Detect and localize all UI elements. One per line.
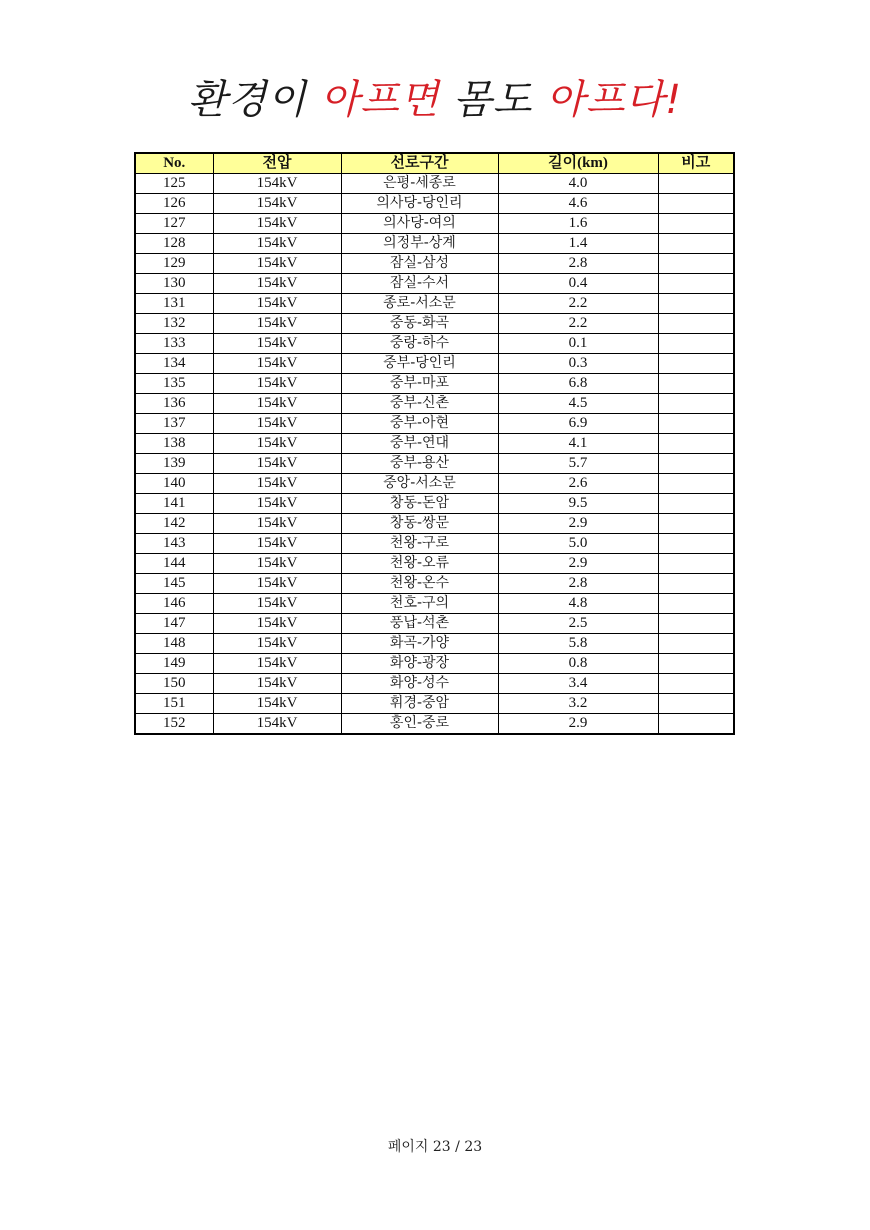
cell-no: 152 xyxy=(135,714,213,735)
cell-remarks xyxy=(658,314,734,334)
cell-length: 9.5 xyxy=(498,494,658,514)
cell-route: 잠실-삼성 xyxy=(341,254,498,274)
cell-route: 종로-서소문 xyxy=(341,294,498,314)
slogan-part-1: 환경이 xyxy=(187,77,321,123)
cell-voltage: 154kV xyxy=(213,674,341,694)
cell-remarks xyxy=(658,374,734,394)
cell-voltage: 154kV xyxy=(213,294,341,314)
cell-remarks xyxy=(658,414,734,434)
table-row xyxy=(135,174,734,194)
cell-voltage: 154kV xyxy=(213,574,341,594)
cell-voltage: 154kV xyxy=(213,234,341,254)
cell-length: 5.0 xyxy=(498,534,658,554)
table-header xyxy=(135,153,734,174)
cell-length: 4.5 xyxy=(498,394,658,414)
cell-length: 2.5 xyxy=(498,614,658,634)
table-row xyxy=(135,374,734,394)
table-row xyxy=(135,394,734,414)
cell-route: 은평-세종로 xyxy=(341,174,498,194)
cell-remarks xyxy=(658,634,734,654)
cell-route: 중부-당인리 xyxy=(341,354,498,374)
cell-length: 4.8 xyxy=(498,594,658,614)
cell-remarks xyxy=(658,454,734,474)
cell-route: 화곡-가양 xyxy=(341,634,498,654)
cell-no: 140 xyxy=(135,474,213,494)
cell-length: 0.3 xyxy=(498,354,658,374)
table-row xyxy=(135,634,734,654)
table-row xyxy=(135,194,734,214)
header-route: 선로구간 xyxy=(341,153,498,174)
cell-route: 잠실-수서 xyxy=(341,274,498,294)
table-row xyxy=(135,694,734,714)
table-row xyxy=(135,594,734,614)
cell-remarks xyxy=(658,474,734,494)
cell-length: 4.0 xyxy=(498,174,658,194)
cell-length: 4.6 xyxy=(498,194,658,214)
cell-remarks xyxy=(658,294,734,314)
cell-voltage: 154kV xyxy=(213,174,341,194)
cell-length: 4.1 xyxy=(498,434,658,454)
cell-no: 141 xyxy=(135,494,213,514)
cell-no: 131 xyxy=(135,294,213,314)
cell-remarks xyxy=(658,514,734,534)
cell-route: 의사당-여의 xyxy=(341,214,498,234)
cell-route: 중동-화곡 xyxy=(341,314,498,334)
cell-remarks xyxy=(658,714,734,735)
cell-route: 중부-아현 xyxy=(341,414,498,434)
cell-no: 132 xyxy=(135,314,213,334)
cell-route: 창동-쌍문 xyxy=(341,514,498,534)
cell-route: 창동-돈암 xyxy=(341,494,498,514)
cell-voltage: 154kV xyxy=(213,654,341,674)
transmission-line-table xyxy=(134,152,735,735)
cell-route: 천호-구의 xyxy=(341,594,498,614)
cell-no: 138 xyxy=(135,434,213,454)
cell-remarks xyxy=(658,194,734,214)
cell-voltage: 154kV xyxy=(213,434,341,454)
slogan-part-2: 아프면 xyxy=(320,77,454,123)
table-row xyxy=(135,574,734,594)
cell-length: 3.4 xyxy=(498,674,658,694)
table-row xyxy=(135,214,734,234)
cell-voltage: 154kV xyxy=(213,414,341,434)
table-row xyxy=(135,494,734,514)
cell-length: 6.8 xyxy=(498,374,658,394)
cell-no: 139 xyxy=(135,454,213,474)
table-row xyxy=(135,614,734,634)
cell-remarks xyxy=(658,574,734,594)
cell-voltage: 154kV xyxy=(213,214,341,234)
cell-remarks xyxy=(658,354,734,374)
cell-remarks xyxy=(658,434,734,454)
cell-route: 의사당-당인리 xyxy=(341,194,498,214)
cell-voltage: 154kV xyxy=(213,474,341,494)
cell-remarks xyxy=(658,254,734,274)
cell-remarks xyxy=(658,494,734,514)
cell-length: 2.9 xyxy=(498,514,658,534)
cell-remarks xyxy=(658,534,734,554)
cell-length: 2.2 xyxy=(498,314,658,334)
cell-length: 0.8 xyxy=(498,654,658,674)
slogan-part-4: 아프다! xyxy=(546,77,683,123)
cell-remarks xyxy=(658,674,734,694)
cell-remarks xyxy=(658,334,734,354)
cell-voltage: 154kV xyxy=(213,394,341,414)
cell-remarks xyxy=(658,234,734,254)
cell-voltage: 154kV xyxy=(213,634,341,654)
cell-voltage: 154kV xyxy=(213,454,341,474)
table-row xyxy=(135,514,734,534)
cell-remarks xyxy=(658,394,734,414)
cell-no: 134 xyxy=(135,354,213,374)
cell-remarks xyxy=(658,554,734,574)
cell-no: 146 xyxy=(135,594,213,614)
cell-length: 1.4 xyxy=(498,234,658,254)
cell-route: 중랑-하수 xyxy=(341,334,498,354)
cell-remarks xyxy=(658,594,734,614)
cell-remarks xyxy=(658,694,734,714)
table-row xyxy=(135,454,734,474)
cell-route: 중부-마포 xyxy=(341,374,498,394)
cell-no: 136 xyxy=(135,394,213,414)
cell-no: 142 xyxy=(135,514,213,534)
cell-length: 1.6 xyxy=(498,214,658,234)
cell-length: 2.9 xyxy=(498,714,658,735)
cell-length: 2.8 xyxy=(498,574,658,594)
cell-remarks xyxy=(658,654,734,674)
cell-route: 중앙-서소문 xyxy=(341,474,498,494)
page-footer xyxy=(0,1136,870,1156)
cell-no: 130 xyxy=(135,274,213,294)
cell-remarks xyxy=(658,214,734,234)
cell-voltage: 154kV xyxy=(213,274,341,294)
slogan-text xyxy=(188,77,682,123)
cell-length: 6.9 xyxy=(498,414,658,434)
table-row xyxy=(135,314,734,334)
cell-no: 129 xyxy=(135,254,213,274)
table-row xyxy=(135,294,734,314)
cell-no: 125 xyxy=(135,174,213,194)
cell-length: 0.1 xyxy=(498,334,658,354)
cell-route: 휘경-중암 xyxy=(341,694,498,714)
cell-length: 3.2 xyxy=(498,694,658,714)
cell-route: 중부-연대 xyxy=(341,434,498,454)
table-row xyxy=(135,534,734,554)
cell-length: 2.6 xyxy=(498,474,658,494)
cell-remarks xyxy=(658,274,734,294)
header-remarks: 비고 xyxy=(658,153,734,174)
cell-route: 의정부-상계 xyxy=(341,234,498,254)
cell-no: 150 xyxy=(135,674,213,694)
cell-route: 천왕-오류 xyxy=(341,554,498,574)
cell-no: 147 xyxy=(135,614,213,634)
table-row xyxy=(135,414,734,434)
cell-voltage: 154kV xyxy=(213,254,341,274)
slogan-part-3: 몸도 xyxy=(453,77,547,123)
cell-length: 2.2 xyxy=(498,294,658,314)
page-number: 페이지 23 / 23 xyxy=(387,1139,483,1155)
cell-route: 천왕-구로 xyxy=(341,534,498,554)
table-body xyxy=(135,174,734,735)
cell-no: 137 xyxy=(135,414,213,434)
cell-voltage: 154kV xyxy=(213,514,341,534)
cell-no: 144 xyxy=(135,554,213,574)
cell-no: 151 xyxy=(135,694,213,714)
cell-remarks xyxy=(658,614,734,634)
table-header-row xyxy=(135,153,734,174)
table-row xyxy=(135,654,734,674)
cell-length: 0.4 xyxy=(498,274,658,294)
cell-route: 홍인-중로 xyxy=(341,714,498,735)
cell-remarks xyxy=(658,174,734,194)
cell-no: 143 xyxy=(135,534,213,554)
cell-length: 2.9 xyxy=(498,554,658,574)
cell-length: 5.8 xyxy=(498,634,658,654)
table-row xyxy=(135,434,734,454)
table-row xyxy=(135,474,734,494)
table-row xyxy=(135,674,734,694)
table-row xyxy=(135,254,734,274)
cell-voltage: 154kV xyxy=(213,354,341,374)
cell-no: 126 xyxy=(135,194,213,214)
cell-no: 128 xyxy=(135,234,213,254)
cell-no: 149 xyxy=(135,654,213,674)
cell-voltage: 154kV xyxy=(213,714,341,735)
header-length: 길이(km) xyxy=(498,153,658,174)
cell-voltage: 154kV xyxy=(213,194,341,214)
table-row xyxy=(135,354,734,374)
table-row xyxy=(135,274,734,294)
cell-voltage: 154kV xyxy=(213,334,341,354)
cell-no: 148 xyxy=(135,634,213,654)
cell-no: 145 xyxy=(135,574,213,594)
cell-length: 5.7 xyxy=(498,454,658,474)
cell-voltage: 154kV xyxy=(213,534,341,554)
cell-voltage: 154kV xyxy=(213,314,341,334)
table-row xyxy=(135,234,734,254)
table-row xyxy=(135,554,734,574)
header-voltage: 전압 xyxy=(213,153,341,174)
cell-voltage: 154kV xyxy=(213,494,341,514)
slogan-banner xyxy=(0,70,870,130)
cell-route: 천왕-온수 xyxy=(341,574,498,594)
cell-length: 2.8 xyxy=(498,254,658,274)
cell-voltage: 154kV xyxy=(213,374,341,394)
cell-route: 화양-성수 xyxy=(341,674,498,694)
cell-route: 화양-광장 xyxy=(341,654,498,674)
cell-voltage: 154kV xyxy=(213,694,341,714)
cell-route: 중부-신촌 xyxy=(341,394,498,414)
cell-voltage: 154kV xyxy=(213,614,341,634)
table-row xyxy=(135,714,734,735)
cell-route: 중부-용산 xyxy=(341,454,498,474)
header-no: No. xyxy=(135,153,213,174)
table-row xyxy=(135,334,734,354)
cell-voltage: 154kV xyxy=(213,594,341,614)
cell-no: 135 xyxy=(135,374,213,394)
cell-no: 127 xyxy=(135,214,213,234)
cell-no: 133 xyxy=(135,334,213,354)
cell-route: 풍납-석촌 xyxy=(341,614,498,634)
cell-voltage: 154kV xyxy=(213,554,341,574)
